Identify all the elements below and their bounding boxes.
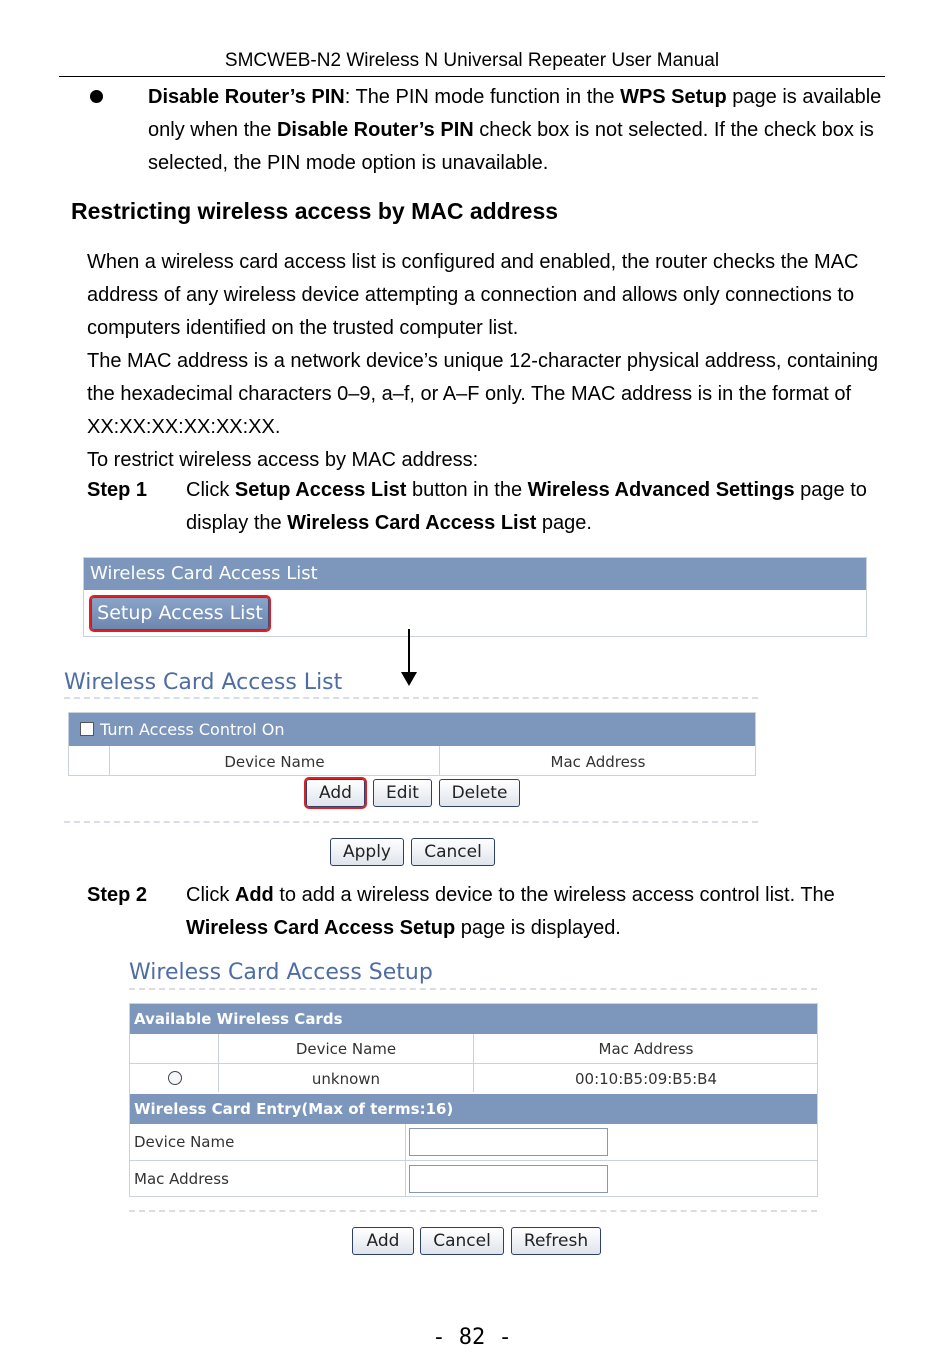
fig2-col-mac: Mac Address	[550, 753, 646, 771]
fig3-mac-label: Mac Address	[134, 1170, 229, 1188]
setup-access-list-button[interactable]: Setup Access List	[91, 597, 269, 630]
step-1-t3: page to display the	[186, 479, 867, 534]
section-title: Restricting wireless access by MAC address	[71, 198, 559, 224]
step-2	[87, 879, 887, 949]
header-rule	[59, 76, 885, 77]
bullet-dot-icon	[90, 90, 103, 103]
fig3-table	[129, 1003, 818, 1197]
fig3-col-mac: Mac Address	[598, 1040, 694, 1058]
paragraph-1: When a wireless card access list is configured and enabled, the router checks the MAC address of any wireless device attempting a connection and allows only connections to computers identified on the trusted computer list.	[87, 251, 859, 339]
step-1-label: Step 1	[87, 479, 148, 501]
step-1-text	[186, 474, 886, 540]
fig3-row-device: unknown	[311, 1070, 381, 1088]
step-1-b1: Setup Access List	[234, 479, 407, 501]
step-2-t3: page is displayed.	[455, 917, 621, 939]
bullet-term: Disable Router’s PIN	[148, 86, 345, 108]
fig2-edit-button[interactable]: Edit	[373, 779, 432, 807]
fig3-row-divider-2	[130, 1160, 817, 1161]
step-1-t1: Click	[186, 479, 235, 501]
fig3-select-radio[interactable]	[168, 1071, 182, 1085]
fig1-bar: Wireless Card Access List	[84, 558, 866, 590]
step-1-t2: button in the	[406, 479, 528, 501]
step-2-label: Step 2	[87, 884, 148, 906]
fig2-title: Wireless Card Access List	[64, 670, 343, 695]
step-2-t1: Click	[186, 884, 235, 906]
fig3-mac-address-input[interactable]	[409, 1165, 608, 1193]
step-1-t4: page.	[536, 512, 592, 534]
step-2-b1: Add	[234, 884, 274, 906]
bullet-paragraph	[148, 81, 888, 180]
paragraph-3: To restrict wireless access by MAC address:	[87, 449, 479, 471]
fig2-table	[68, 712, 756, 776]
bullet-wps: WPS Setup	[620, 86, 727, 108]
fig3-col-device: Device Name	[295, 1040, 397, 1058]
step-1	[87, 474, 887, 544]
fig3-refresh-button[interactable]: Refresh	[511, 1227, 601, 1255]
fig3-title: Wireless Card Access Setup	[129, 960, 433, 985]
fig1-panel	[83, 557, 867, 637]
fig3-device-name-input[interactable]	[409, 1128, 608, 1156]
fig2-cancel-button[interactable]: Cancel	[411, 838, 495, 866]
bullet-text-3: check box is not selected. If the check box is selected, the PIN mode option is unavailable.	[148, 119, 874, 174]
access-control-checkbox[interactable]	[80, 722, 94, 736]
fig2-dash-top	[64, 697, 758, 699]
section-body	[87, 246, 887, 477]
fig2-dash-bottom	[64, 821, 758, 823]
fig3-dash-bottom	[129, 1210, 817, 1212]
fig3-cancel-button[interactable]: Cancel	[420, 1227, 504, 1255]
step-1-b3: Wireless Card Access List	[287, 512, 537, 534]
fig3-add-button[interactable]: Add	[352, 1227, 414, 1255]
bullet-term-2: Disable Router’s PIN	[276, 119, 474, 141]
step-2-t2: to add a wireless device to the wireless access control list. The	[273, 884, 835, 906]
fig2-col-device: Device Name	[224, 753, 325, 771]
page-number: - 82 -	[432, 1325, 512, 1350]
fig3-dash-top	[129, 988, 817, 990]
arrow-down-icon	[401, 672, 417, 686]
fig2-delete-button[interactable]: Delete	[439, 779, 520, 807]
bullet-text-2: page is available only when the	[148, 86, 882, 141]
step-1-b2: Wireless Advanced Settings	[527, 479, 795, 501]
fig3-device-label: Device Name	[134, 1133, 235, 1151]
fig3-entry-bar: Wireless Card Entry(Max of terms:16)	[130, 1094, 817, 1124]
running-header: SMCWEB-N2 Wireless N Universal Repeater User Manual	[224, 50, 720, 71]
step-2-text	[186, 879, 886, 945]
fig2-apply-button[interactable]: Apply	[330, 838, 404, 866]
fig3-row-mac: 00:10:B5:09:B5:B4	[574, 1070, 718, 1088]
fig3-avail-bar: Available Wireless Cards	[130, 1004, 817, 1034]
access-control-label: Turn Access Control On	[100, 720, 285, 739]
fig2-bar	[69, 713, 755, 746]
bullet-text-1: : The PIN mode function in the	[344, 86, 621, 108]
paragraph-2: The MAC address is a network device’s unique 12-character physical address, containing the hexadecimal characters 0–9, a–f, or A–F only. The MAC address is in the format of XX:XX:XX:XX:XX:XX.	[87, 350, 879, 438]
step-2-b2: Wireless Card Access Setup	[186, 917, 456, 939]
arrow-shaft	[408, 629, 410, 675]
fig2-add-button[interactable]: Add	[306, 779, 365, 807]
